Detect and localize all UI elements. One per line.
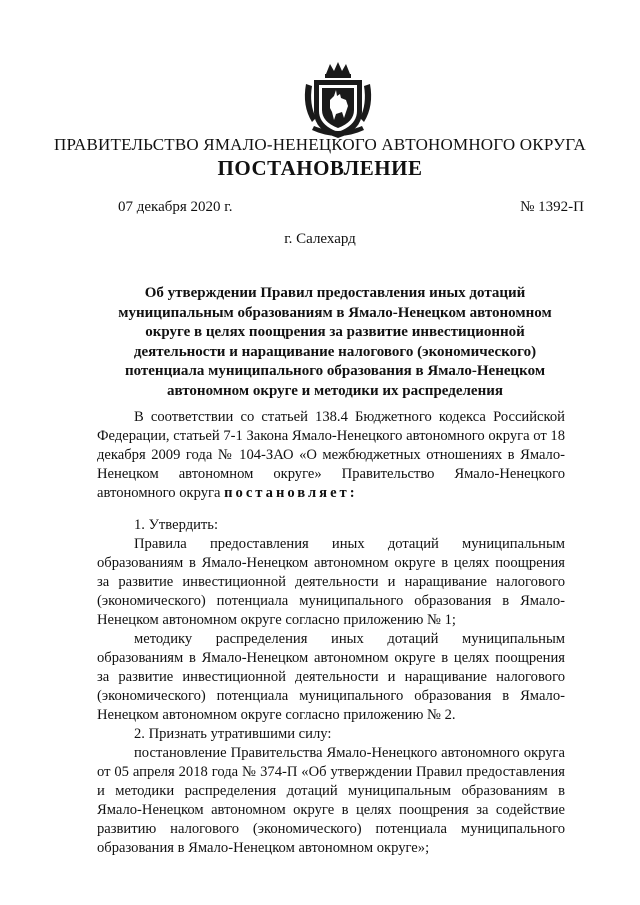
item-heading-1: 1. Утвердить:: [134, 517, 219, 533]
document-type: ПОСТАНОВЛЕНИЕ: [217, 156, 423, 180]
list-item: постановление Правительства Ямало-Ненецкого автономного округа от 05 апреля 2018 года № 374-П «Об утверждении Правил предоставления и методики распределения дотаций муниципальным образованиям в Ямало-Ненецком автономном округе в целях поощрения за содействие развитию налогового (экономического) потенциала муниципального образования в Ямало-Ненецком автономном округе»;: [97, 745, 565, 856]
list-item: методику распределения иных дотаций муниципальным образованиям в Ямало-Ненецком автономном округе в целях поощрения за развитие инвестиционной деятельности и наращивание налогового (экономического) потенциала муниципального образования в Ямало-Ненецком автономном округе согласно приложению № 2.: [97, 631, 565, 723]
preamble-text: В соответствии со статьей 138.4 Бюджетного кодекса Российской Федерации, статьей 7-1 Закона Ямало-Ненецкого автономного округа от 18 декабря 2009 года № 104-ЗАО «О межбюджетных отношениях в Ямало-Ненецком автономном округе» Правительство Ямало-Ненецкого автономного округа: [97, 409, 565, 501]
item-heading-2: 2. Признать утратившими силу:: [134, 726, 332, 742]
preamble-emphasis: постановляет:: [224, 485, 358, 501]
document-number: № 1392-П: [520, 199, 584, 215]
document-title: Об утверждении Правил предоставления иных дотаций муниципальным образованиям в Ямало-Ненецком автономном округе в целях поощрения за развитие инвестиционной деятельности и наращивание налогового (экономического) потенциала муниципального образования в Ямало-Ненецком автономном округе и методики их распределения: [118, 285, 552, 399]
coat-of-arms-icon: [300, 60, 376, 142]
list-item: Правила предоставления иных дотаций муниципальным образованиям в Ямало-Ненецком автономном округе в целях поощрения за развитие инвестиционной деятельности и наращивание налогового (экономического) потенциала муниципального образования в Ямало-Ненецком автономном округе согласно приложению № 1;: [97, 536, 565, 628]
preamble: [97, 408, 565, 503]
document-city: г. Салехард: [284, 231, 356, 247]
issuer-name: ПРАВИТЕЛЬСТВО ЯМАЛО-НЕНЕЦКОГО АВТОНОМНОГО ОКРУГА: [54, 135, 586, 154]
preamble-paragraph: [97, 408, 565, 503]
document-date: 07 декабря 2020 г.: [118, 199, 233, 215]
resolution-items: [97, 516, 565, 858]
